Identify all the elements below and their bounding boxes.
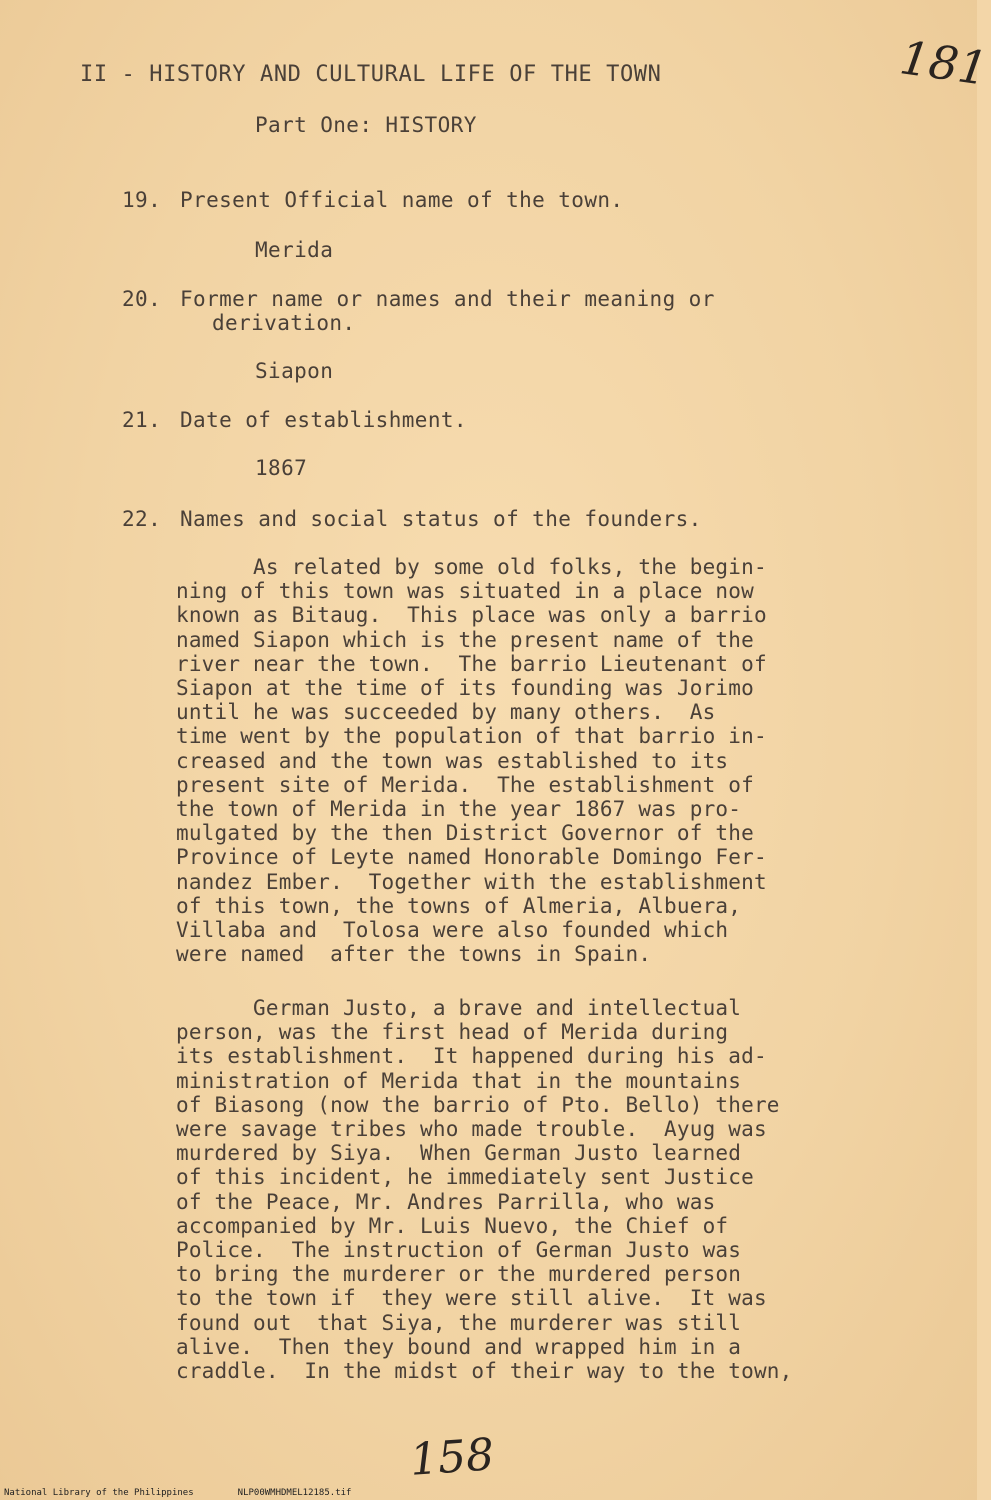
text-line: river near the town. The barrio Lieutenant of (176, 651, 767, 676)
text-line: of the Peace, Mr. Andres Parrilla, who was (176, 1189, 716, 1214)
text-line: As related by some old folks, the begin- (176, 555, 767, 579)
text-line: ministration of Merida that in the mountains (176, 1068, 742, 1093)
question-21 (122, 408, 467, 432)
paragraph-founding (176, 555, 866, 966)
text-line: alive. Then they bound and wrapped him in a (176, 1334, 742, 1359)
text-line: creased and the town was established to its (176, 748, 729, 773)
text-line: named Siapon which is the present name of the (176, 627, 754, 652)
question-19 (122, 188, 623, 212)
text-line: mulgated by the then District Governor of the (176, 821, 754, 846)
text-line: time went by the population of that barrio in- (176, 724, 767, 749)
question-20 (122, 287, 715, 311)
question-text: Names and social status of the founders. (180, 507, 702, 531)
text-line: present site of Merida. The establishment of (176, 772, 754, 797)
footer-library: National Library of the Philippines (4, 1488, 194, 1498)
paragraph-german-justo (176, 996, 866, 1383)
question-text: Former name or names and their meaning or (180, 287, 715, 311)
text-line: Villaba and Tolosa were also founded which (176, 918, 729, 943)
text-line: of this town, the towns of Almeria, Albuera, (176, 893, 742, 918)
text-line: Siapon at the time of its founding was Jorimo (176, 676, 754, 701)
scan-footer (4, 1488, 395, 1498)
question-number: 21. (122, 408, 162, 432)
question-text: Present Official name of the town. (180, 188, 624, 212)
text-line: nandez Ember. Together with the establishment (176, 869, 767, 894)
answer-19: Merida (255, 238, 334, 262)
text-line: craddle. In the midst of their way to the town, (176, 1359, 793, 1384)
section-title: II - HISTORY AND CULTURAL LIFE OF THE TOWN (80, 62, 662, 87)
question-text: Date of establishment. (180, 408, 467, 432)
text-line: German Justo, a brave and intellectual (176, 996, 742, 1020)
answer-21: 1867 (255, 456, 308, 480)
footer-file: NLP00WMHDMEL12185.tif (237, 1488, 352, 1498)
text-line: ning of this town was situated in a place now (176, 579, 754, 604)
handwritten-bottom-number: 158 (408, 1429, 496, 1486)
question-number: 20. (122, 287, 162, 311)
part-title: Part One: HISTORY (255, 113, 477, 137)
text-line: of this incident, he immediately sent Justice (176, 1165, 754, 1190)
text-line: its establishment. It happened during his ad- (176, 1044, 767, 1069)
text-line: Province of Leyte named Honorable Domingo Fer- (176, 845, 767, 870)
question-number: 22. (122, 507, 162, 531)
answer-20: Siapon (255, 359, 334, 383)
text-line: murdered by Siya. When German Justo learned (176, 1141, 742, 1166)
text-line: were savage tribes who made trouble. Ayug was (176, 1117, 767, 1142)
text-line: were named after the towns in Spain. (176, 942, 652, 967)
text-line: known as Bitaug. This place was only a barrio (176, 603, 767, 628)
text-line: the town of Merida in the year 1867 was pro- (176, 797, 742, 822)
question-20-continued: derivation. (212, 311, 356, 335)
text-line: of Biasong (now the barrio of Pto. Bello) there (176, 1092, 780, 1117)
text-line: Police. The instruction of German Justo was (176, 1238, 742, 1263)
text-line: to the town if they were still alive. It was (176, 1286, 767, 1311)
text-line: person, was the first head of Merida during (176, 1020, 729, 1045)
text-line: until he was succeeded by many others. As (176, 700, 716, 725)
text-line: to bring the murderer or the murdered person (176, 1262, 742, 1287)
text-line: found out that Siya, the murderer was still (176, 1310, 742, 1335)
handwritten-page-number: 181 (896, 30, 991, 96)
text-line: accompanied by Mr. Luis Nuevo, the Chief of (176, 1213, 729, 1238)
question-22 (122, 507, 702, 531)
question-number: 19. (122, 188, 162, 212)
